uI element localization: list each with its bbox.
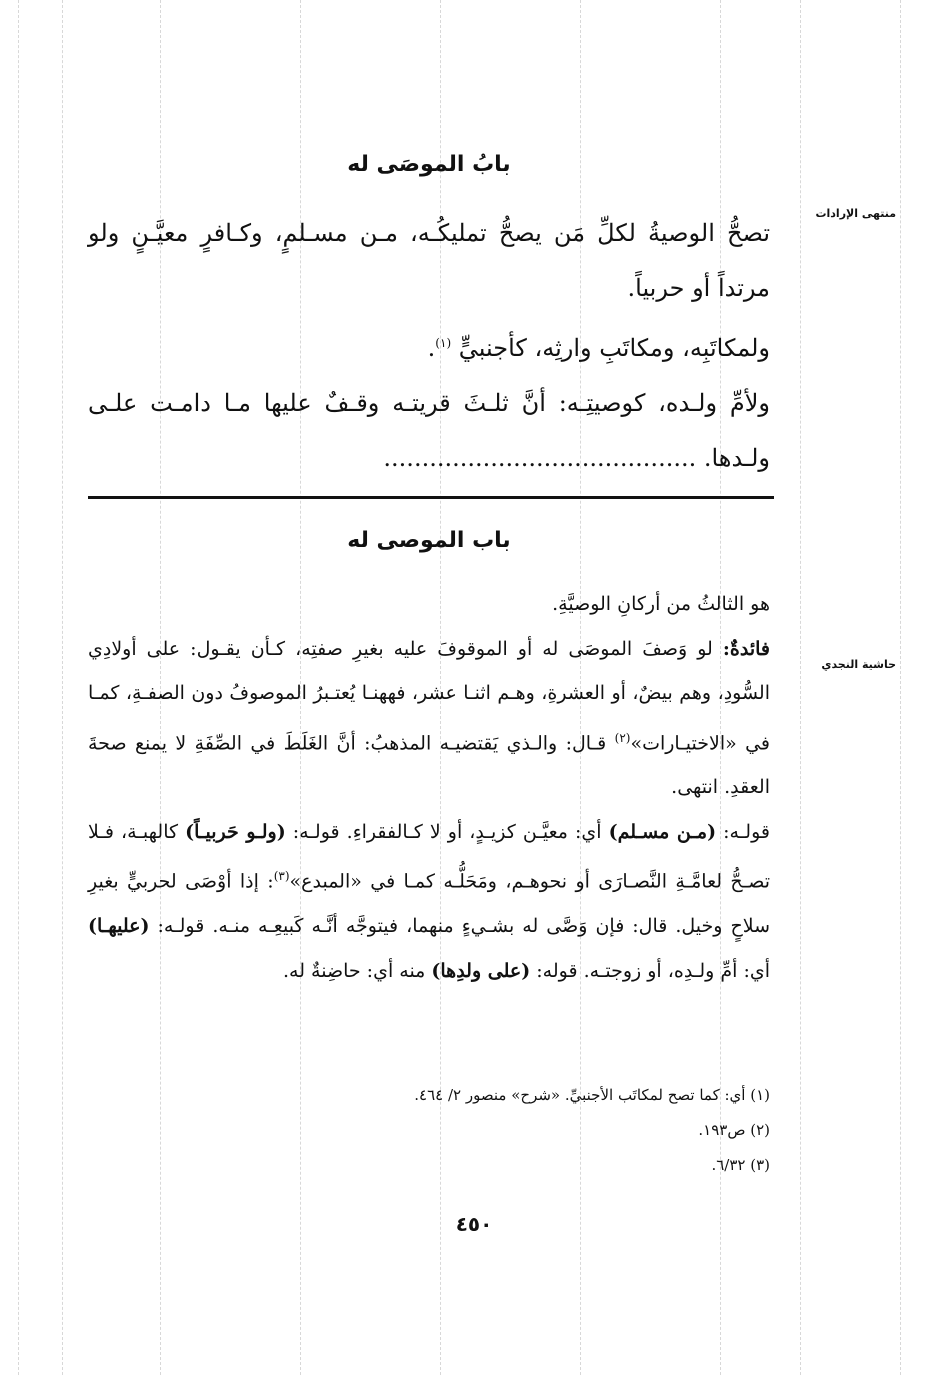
footnote: (٢) ص١٩٣.	[698, 1121, 770, 1139]
hashiya-paragraph	[88, 810, 770, 993]
commentary-text: أي: معيَّـن كزيـدٍ، أو لا كـالفقراءِ. قولـه:	[292, 820, 602, 843]
page-number: ٤٥٠	[455, 1212, 493, 1236]
faida-text-2: قـال: والـذي يَقتضيـه المذهبُ: أنَّ الغَلَطَ في الصِّفَةِ لا يمنع صحةَ العقدِ. انتهى.	[88, 731, 770, 799]
commentary-text: : إذا أوْصَى لحربيٍّ بغيرِ سلاحٍ وخيل. قال: فإن وَصَّى له بشـيءٍ منهما، فيتوجَّه أنَّـه كَبيعِـه منـه. قولـه:	[88, 870, 770, 938]
quoted-term: (عليهـا)	[88, 915, 150, 938]
quoted-term: (على ولدِها)	[431, 959, 531, 982]
hashiya-paragraph: هو الثالثُ من أركانِ الوصيَّةِ.	[552, 593, 770, 615]
matn-paragraph: ولمكاتَبِه، ومكاتَبِ وارثِه، كأجنبيٍّ $^{(١)}$.	[427, 334, 770, 362]
matn-paragraph	[88, 376, 770, 486]
section-divider	[88, 496, 774, 499]
footnote-marker: (٣)	[273, 869, 290, 884]
scan-guide-line	[900, 0, 901, 1375]
quoted-term: (ولـو حَربيـاً)	[185, 820, 286, 843]
footnote-marker: (٢)	[614, 730, 631, 745]
matn-paragraph: تصحُّ الوصيةُ لكلِّ مَن يصحُّ تمليكُـه، مـن مسـلمٍ، وكـافرٍ معيَّـنٍ ولو مرتداً أو حربياً.	[88, 219, 770, 302]
matn-paragraph-text: ولمكاتَبِه، ومكاتَبِ وارثِه، كأجنبيٍّ	[458, 334, 770, 362]
faida-label: فائدةٌ:	[722, 637, 770, 660]
footnotes	[88, 1078, 770, 1183]
matn-paragraph-text: ولأمِّ ولـده، كوصيتِـه: أنَّ ثلـثَ قريتـه وقـفٌ عليها مـا دامـت علـى ولـدها.	[88, 389, 770, 472]
matn-text	[88, 206, 770, 486]
dots-leader: .........................................	[383, 444, 697, 472]
side-label-hashiya: حاشية النجدي	[821, 658, 896, 671]
hashiya-paragraph	[88, 627, 770, 810]
commentary-text: أي: أمِّ ولـدِه، أو زوجتـه. قوله:	[536, 959, 770, 982]
commentary-text: كالهبـة، فـلا تصـحُّ لعامَّـةِ النَّصـارَى أو نحوهـم، ومَحَلُّـه كمـا في «المبدع»	[88, 820, 771, 893]
faida-text: لو وَصفَ الموصَى له أو الموقوفَ عليه بغيرِ صفتِه، كـأن يقـول: على أولادِي السُّودِ، وهم بيضٌ، أو العشرةِ، وهـم اثنـا عشر، فههنـا يُعتـبرُ الموصوفُ دون الصفـةِ، كمـا في «الاختيـارات»	[88, 637, 771, 754]
hashiya-heading: باب الموصى له	[347, 528, 511, 553]
footnote-marker: (١)	[435, 336, 452, 350]
scan-guide-line	[62, 0, 63, 1375]
footnote: (٣) ٦/٣٢.	[711, 1156, 770, 1174]
commentary-text: منه أي: حاضِنةٌ له.	[282, 959, 426, 982]
qawluhu-text: قولـه:	[723, 820, 770, 843]
quoted-term: (مـن مسـلم)	[608, 820, 717, 843]
matn-heading: بابُ الموصَى له	[347, 152, 511, 177]
scan-guide-line	[18, 0, 19, 1375]
footnote: (١) أي: كما تصح لمكاتَب الأجنبيِّ. «شرح» منصور ٢/ ٤٦٤.	[414, 1086, 770, 1104]
hashiya-text	[88, 582, 770, 993]
side-label-matn: منتهى الإرادات	[815, 207, 896, 220]
